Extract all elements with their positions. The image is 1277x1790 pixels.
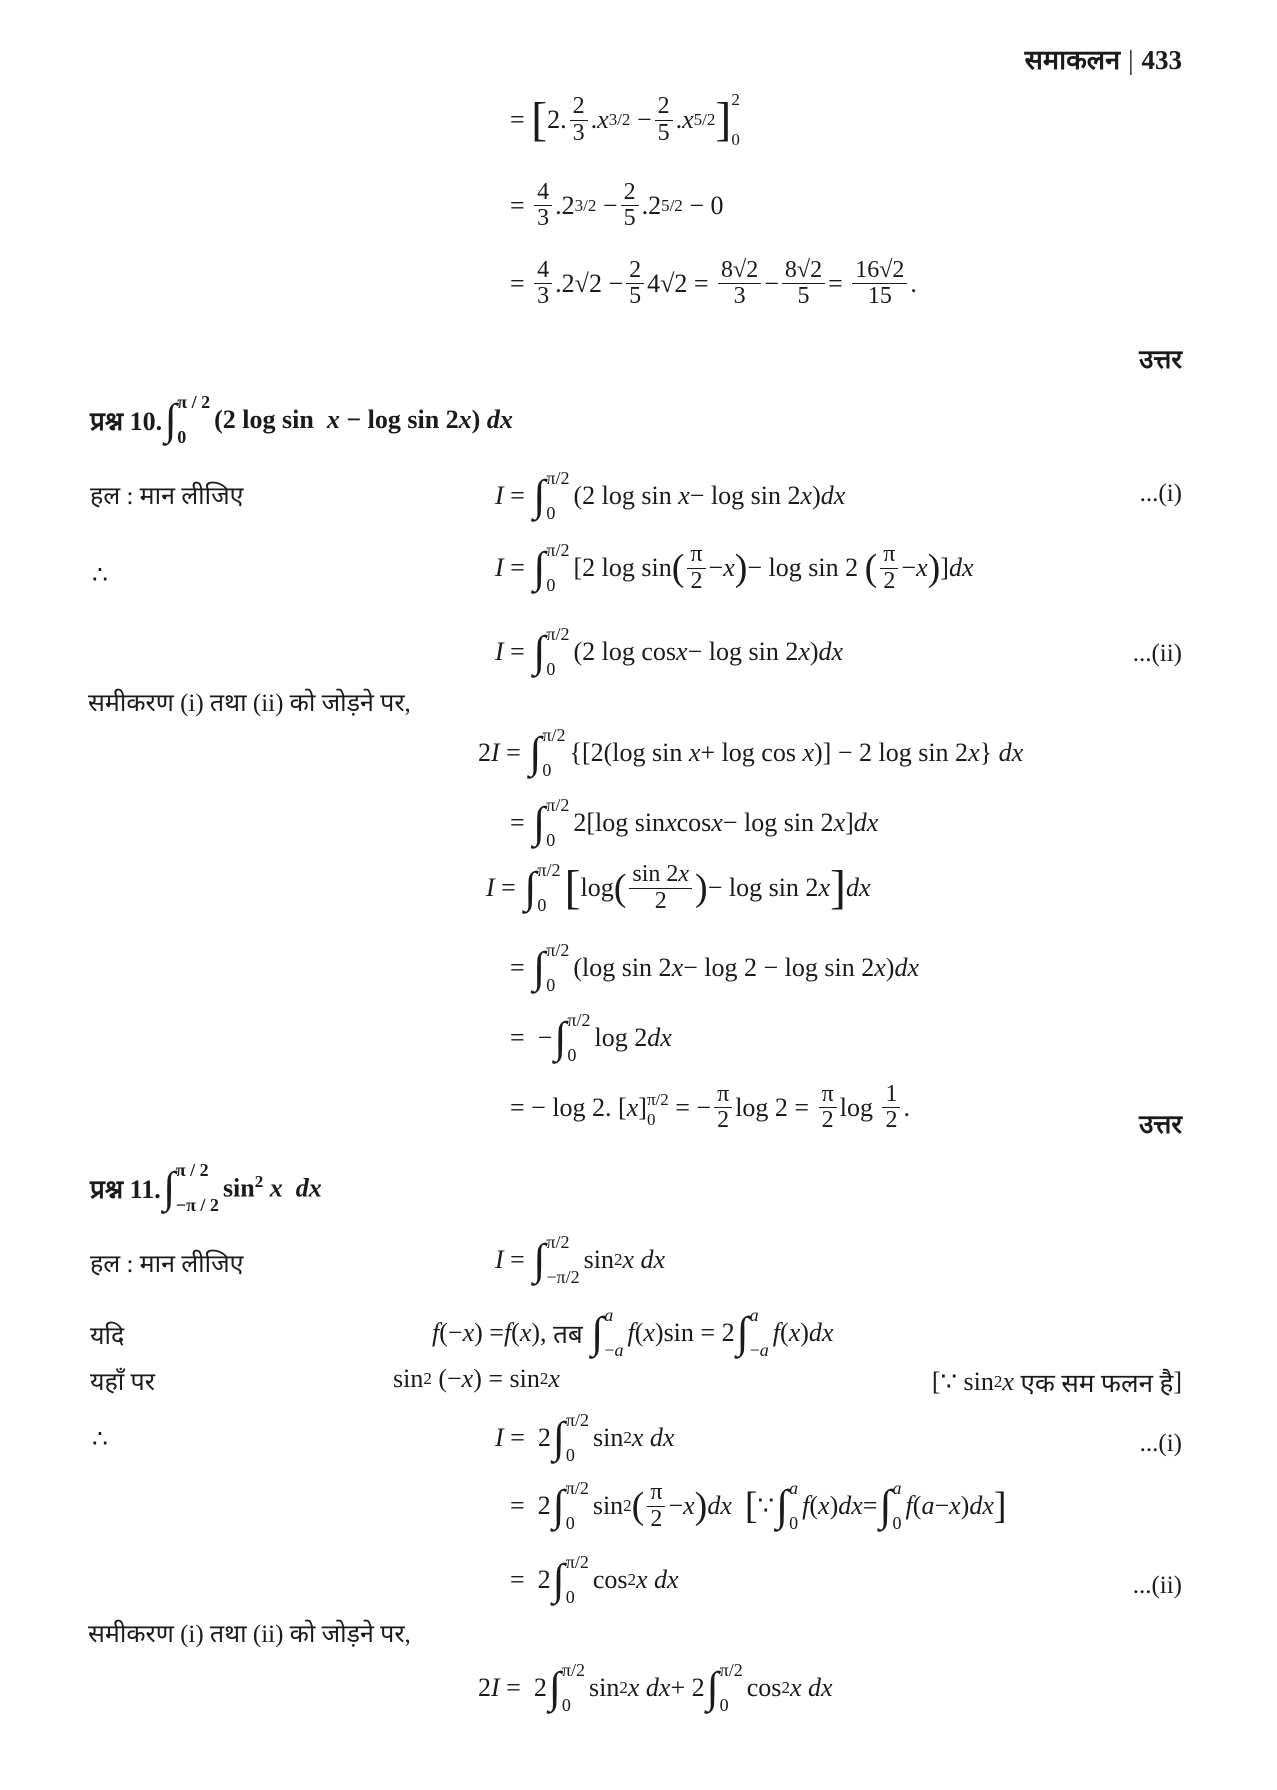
q11-if-label: यदि bbox=[90, 1323, 125, 1350]
q10-step-2: I = ∫ π/2 0 [2 log sin ( $\frac{\pi}{2}$ − x ) − log sin 2 ( $\frac{\pi}{2}$ − x ) ] dx bbox=[495, 540, 974, 595]
q10-step-1: I = ∫ π/2 0 (2 log sin x − log sin 2 x ) dx bbox=[495, 468, 846, 523]
page-number: 433 bbox=[1141, 45, 1182, 75]
then-word: तब bbox=[553, 1320, 583, 1349]
q10-step-4: 2 I = ∫ π/2 0 {[2(log sin x + log cos x )] − 2 log sin 2 x } dx bbox=[478, 725, 1024, 780]
q10-step-5: = ∫ π/2 0 2[log sin x cos x − log sin 2 x ] dx bbox=[510, 795, 879, 850]
q10-step-6: I = ∫ π/2 0 [ log ( $\frac{\sin 2x}{2}$ ) − log sin 2 x ] dx bbox=[486, 860, 871, 915]
q11-here-reason: [∵ sin 2 x एक सम फलन है ] bbox=[932, 1364, 1182, 1400]
q11-step-3: = 2 ∫ π/2 0 sin 2 ( $\frac{\pi}{2}$ − x ) dx [ ∵ ∫ a 0 f ( x ) dx = ∫ a 0 f ( a − x ) dx ] bbox=[510, 1478, 1007, 1533]
q10-tag-i: ...(i) bbox=[1139, 480, 1182, 507]
prev-line-2: = $\frac{4}{3}$ .2 3/2 − $\frac{2}{5}$ .2 5/2 − 0 bbox=[510, 179, 724, 232]
therefore-symbol-2: ∴ bbox=[92, 1426, 108, 1453]
answer-label-prev: उत्तर bbox=[1139, 345, 1182, 374]
prev-line-1: = [ 2. $\frac{2}{3}$ . x 3/2 − $\frac{2}{5}$ . x 5/2 ] 2 0 bbox=[510, 90, 740, 149]
q11-step-5: 2 I = 2 ∫ π/2 0 sin 2 x dx + 2 ∫ π/2 0 cos 2 x dx bbox=[478, 1660, 833, 1715]
q11-rule: f (− x ) = f ( x ), तब ∫ a −a f ( x )sin = 2 ∫ a −a f ( x ) dx bbox=[432, 1305, 834, 1360]
q10-step-3: I = ∫ π/2 0 (2 log cos x − log sin 2 x ) dx bbox=[495, 624, 844, 679]
q10-step-8: = − ∫ π/2 0 log 2 dx bbox=[510, 1010, 672, 1065]
page-header bbox=[1025, 40, 1182, 77]
even-function-text: एक सम फलन है bbox=[1020, 1369, 1174, 1398]
q10-adding-text: समीकरण (i) तथा (ii) को जोड़ने पर, bbox=[88, 690, 411, 717]
question-11-label: प्रश्न 11. bbox=[90, 1175, 161, 1204]
chapter-title: समाकलन bbox=[1024, 45, 1121, 75]
q11-solution-label: हल : मान लीजिए bbox=[90, 1251, 244, 1278]
q11-tag-ii: ...(ii) bbox=[1132, 1572, 1182, 1599]
q10-solution-label: हल : मान लीजिए bbox=[90, 483, 244, 510]
prev-line-3: = $\frac{4}{3}$ .2√2 − $\frac{2}{5}$ 4√2 = $\frac{8√2}{3}$ − $\frac{8√2}{5}$ = $\frac{16√2}{15}$ . bbox=[510, 257, 917, 310]
q11-step-2: I = 2 ∫ π/2 0 sin 2 x dx bbox=[495, 1410, 675, 1465]
question-11: प्रश्न 11. ∫ π / 2 −π / 2 $\sin^2 x$ dx bbox=[90, 1160, 322, 1215]
header-separator: | bbox=[1128, 45, 1134, 75]
therefore-symbol: ∴ bbox=[92, 562, 108, 589]
q10-step-7: = ∫ π/2 0 (log sin 2 x − log 2 − log sin 2 x ) dx bbox=[510, 940, 919, 995]
question-10: प्रश्न 10. ∫ π / 2 0 (2 log sin x − log sin 2x) dx bbox=[90, 392, 513, 447]
answer-label-q10: उत्तर bbox=[1139, 1110, 1182, 1139]
q11-here-label: यहाँ पर bbox=[90, 1369, 155, 1396]
q11-step-1: I = ∫ π/2 −π/2 sin 2 x dx bbox=[495, 1232, 666, 1287]
q11-adding-text: समीकरण (i) तथा (ii) को जोड़ने पर, bbox=[88, 1621, 411, 1648]
q10-step-9: = − log 2. [ x ] π/2 0 = − $\frac{\pi}{2}$ log 2 = $\frac{\pi}{2}$ log $\frac{1}{2}$ . bbox=[510, 1081, 910, 1134]
q11-tag-i: ...(i) bbox=[1139, 1430, 1182, 1457]
q10-tag-ii: ...(ii) bbox=[1132, 640, 1182, 667]
question-10-label: प्रश्न 10. bbox=[90, 407, 163, 436]
q11-step-4: = 2 ∫ π/2 0 cos 2 x dx bbox=[510, 1552, 679, 1607]
q11-here-eq: sin 2 (− x ) = sin 2 x bbox=[393, 1364, 560, 1393]
